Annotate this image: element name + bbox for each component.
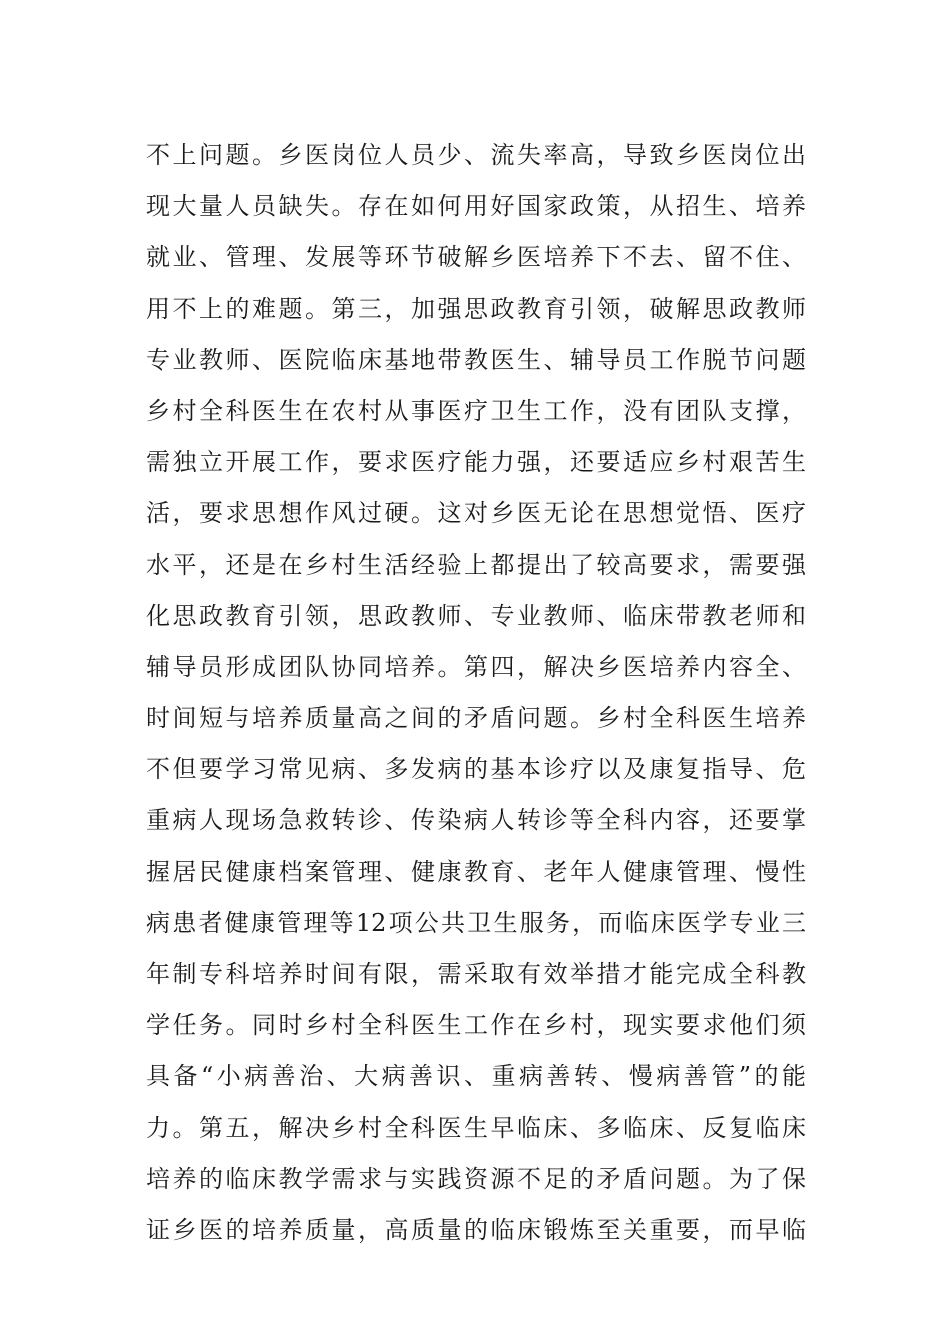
text-line-10: 化思政教育引领，思政教师、专业教师、临床带教老师和 xyxy=(146,601,806,630)
text-line-16: 病患者健康管理等12项公共卫生服务，而临床医学专业三 xyxy=(146,908,806,937)
text-line-9: 水平，还是在乡村生活经验上都提出了较高要求，需要强 xyxy=(146,550,806,579)
text-line-19: 具备“小病善治、大病善识、重病善转、慢病善管”的能 xyxy=(146,1062,806,1091)
body-text xyxy=(146,130,806,1256)
text-line-17: 年制专科培养时间有限，需采取有效举措才能完成全科教 xyxy=(146,960,806,988)
text-line-20: 力。第五，解决乡村全科医生早临床、多临床、反复临床 xyxy=(146,1113,806,1142)
text-line-11: 辅导员形成团队协同培养。第四，解决乡医培养内容全、 xyxy=(146,652,806,681)
text-line-13: 不但要学习常见病、多发病的基本诊疗以及康复指导、危 xyxy=(146,755,806,784)
text-line-22: 证乡医的培养质量，高质量的临床锻炼至关重要，而早临 xyxy=(146,1215,806,1244)
text-line-18: 学任务。同时乡村全科医生工作在乡村，现实要求他们须 xyxy=(146,1011,806,1040)
text-line-3: 就业、管理、发展等环节破解乡医培养下不去、留不住、 xyxy=(146,243,806,272)
text-line-6: 乡村全科医生在农村从事医疗卫生工作，没有团队支撑， xyxy=(146,396,806,425)
text-line-4: 用不上的难题。第三，加强思政教育引领，破解思政教师 xyxy=(146,294,806,323)
text-line-8: 活，要求思想作风过硬。这对乡医无论在思想觉悟、医疗 xyxy=(146,499,806,528)
text-line-12: 时间短与培养质量高之间的矛盾问题。乡村全科医生培养 xyxy=(146,704,806,733)
text-line-1: 不上问题。乡医岗位人员少、流失率高，导致乡医岗位出 xyxy=(146,141,806,169)
text-line-14: 重病人现场急救转诊、传染病人转诊等全科内容，还要掌 xyxy=(146,806,806,835)
text-line-7: 需独立开展工作，要求医疗能力强，还要适应乡村艰苦生 xyxy=(146,448,806,477)
text-line-2: 现大量人员缺失。存在如何用好国家政策，从招生、培养 xyxy=(146,192,806,221)
text-line-5: 专业教师、医院临床基地带教医生、辅导员工作脱节问题 xyxy=(146,345,806,374)
text-line-15: 握居民健康档案管理、健康教育、老年人健康管理、慢性 xyxy=(146,857,806,886)
text-line-21: 培养的临床教学需求与实践资源不足的矛盾问题。为了保 xyxy=(146,1164,806,1193)
